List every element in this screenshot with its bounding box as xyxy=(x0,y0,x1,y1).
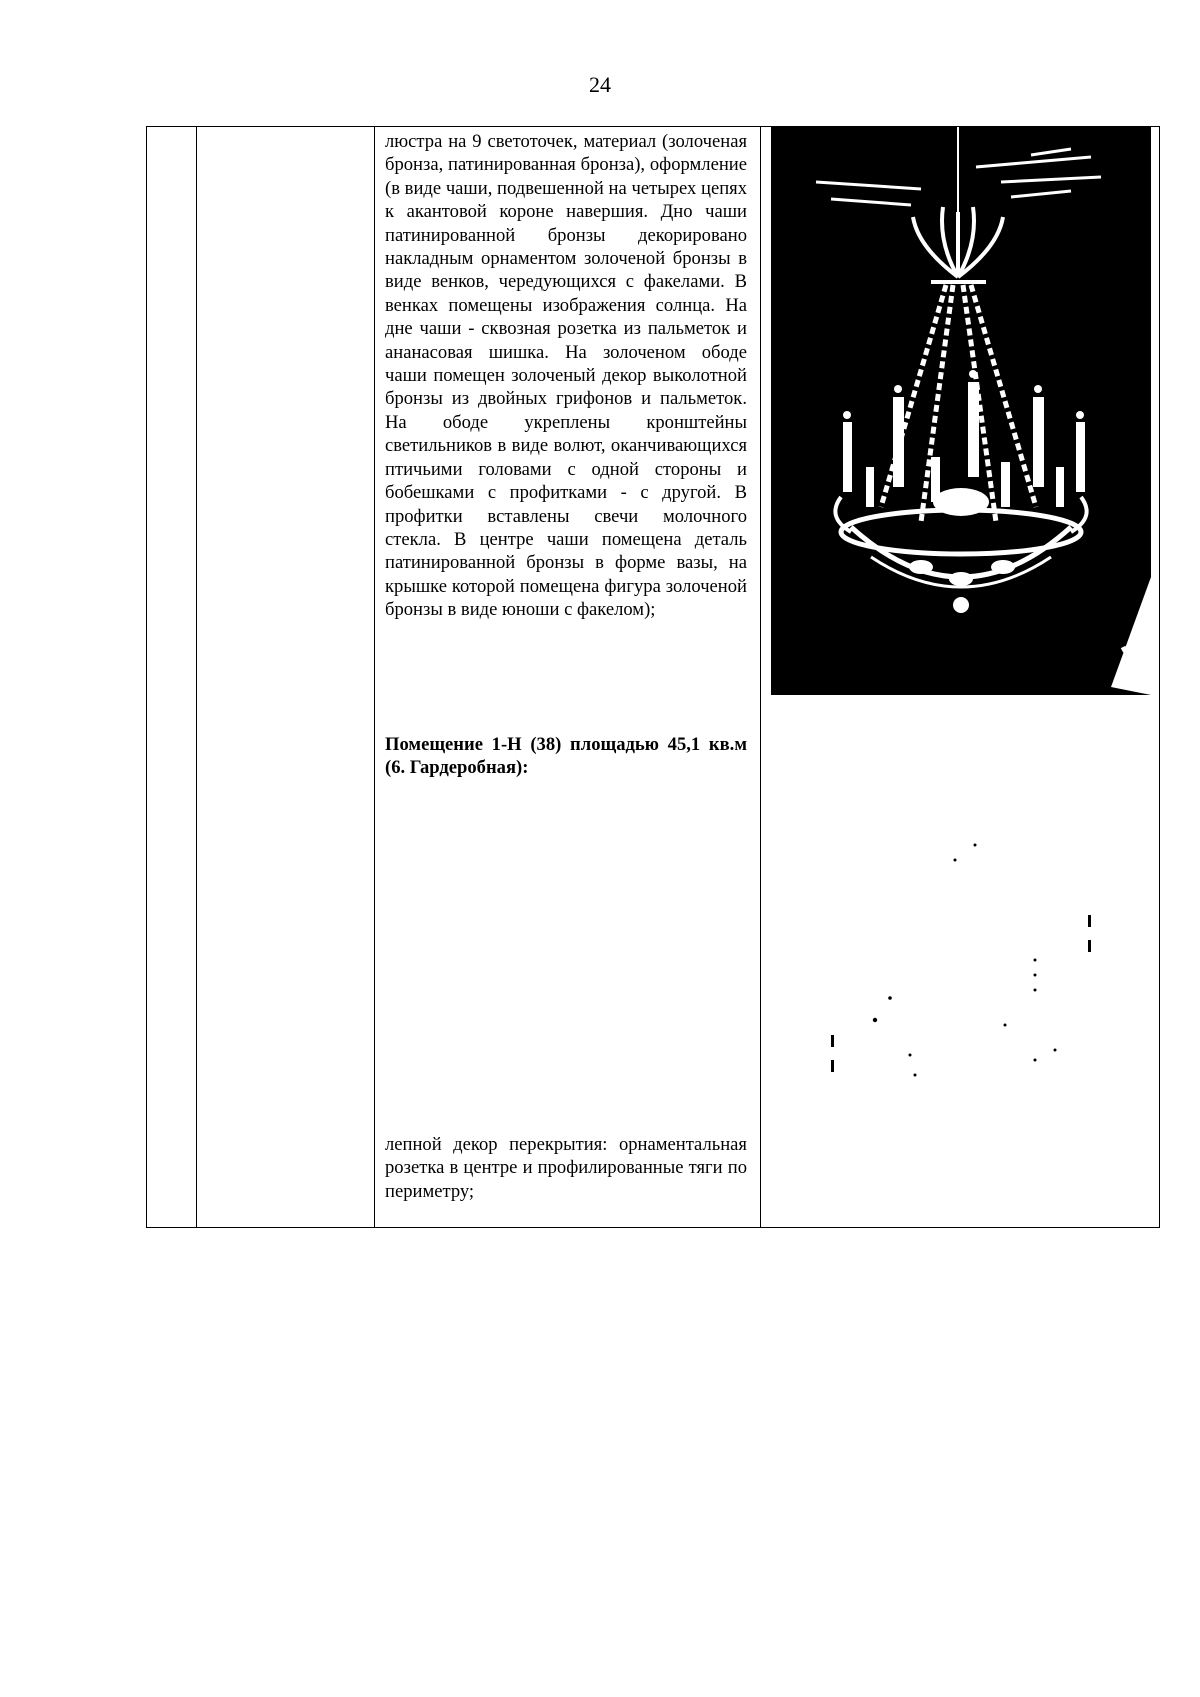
chandelier-photo xyxy=(771,127,1151,695)
page-number: 24 xyxy=(589,72,611,97)
room-heading: Помещение 1-Н (38) площадью 45,1 кв.м (6. Гардеробная): xyxy=(385,734,747,779)
scan-specks xyxy=(800,820,1100,1100)
column-divider-3 xyxy=(760,126,761,1228)
chandelier-description: люстра на 9 светоточек, материал (золоченая бронза, патинированная бронза), оформление (в виде чаши, подвешенной на четырех цепях к акантовой короне навершия. Дно чаши патинированной бронзы декорировано накладным орнаментом золоченой бронзы в виде венков, чередующихся с факелами. В венках помещены изображения солнца. На дне чаши - сквозная розетка из пальметок и ананасовая шишка. На золоченом ободе чаши помещен золоченый декор выколотной бронзы из двойных грифонов и пальметок. На ободе укреплены кронштейны светильников в виде волют, оканчивающихся птичьими головами с одной стороны и бобешками с профитками - с другой. В профитки вставлены свечи молочного стекла. В центре чаши помещена деталь патинированной бронзы в форме вазы, на крышке которой помещена фигура золоченой бронзы в виде юноши с факелом); xyxy=(385,131,747,621)
stucco-description: лепной декор перекрытия: орнаментальная розетка в центре и профилированные тяги по периметру; xyxy=(385,1134,747,1202)
column-divider-1 xyxy=(196,126,197,1228)
column-divider-2 xyxy=(374,126,375,1228)
